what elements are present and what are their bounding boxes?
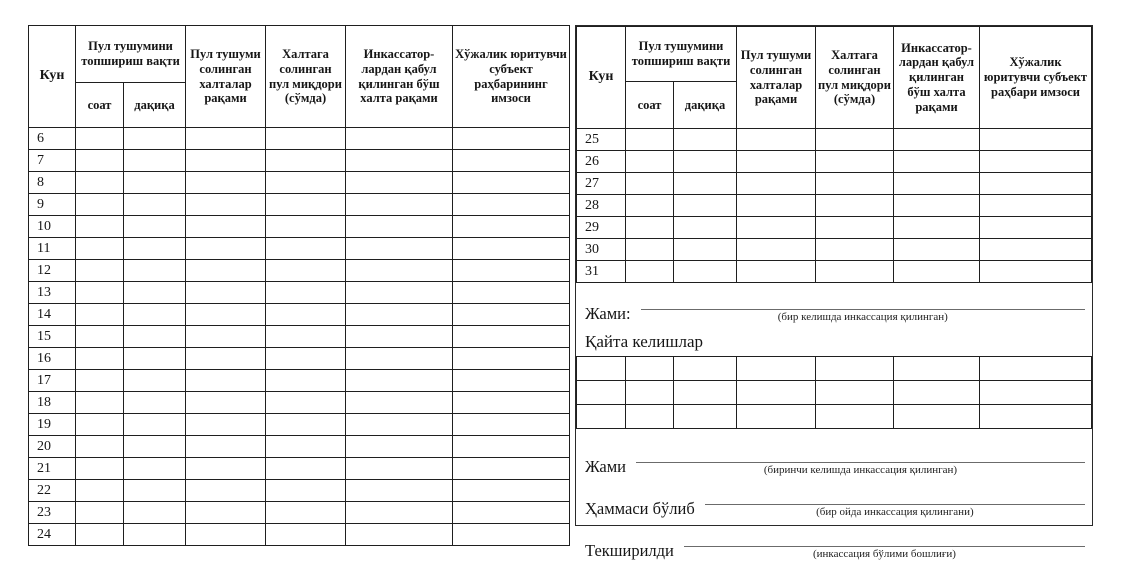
empty-cell	[186, 348, 266, 370]
empty-cell	[816, 357, 894, 381]
right-table-body	[577, 129, 1092, 283]
empty-cell	[124, 150, 186, 172]
empty-cell	[577, 405, 626, 429]
col-header-time-group: Пул тушумини топшириш вақти	[626, 27, 737, 82]
empty-cell	[737, 217, 816, 239]
empty-cell	[453, 304, 570, 326]
empty-cell	[266, 458, 346, 480]
summary-month-total	[576, 484, 1092, 519]
empty-cell	[124, 194, 186, 216]
empty-cell	[346, 524, 453, 546]
table-row	[577, 173, 1092, 195]
day-cell: 15	[29, 326, 76, 348]
summary-checked-label: Текширилди	[585, 541, 674, 560]
empty-cell	[346, 260, 453, 282]
empty-cell	[816, 381, 894, 405]
empty-cell	[453, 172, 570, 194]
col-header-empty-bag: Инкассатор-лардан қабул қилинган бўш халта рақами	[346, 26, 453, 128]
table-row	[29, 436, 570, 458]
empty-cell	[346, 194, 453, 216]
empty-cell	[266, 172, 346, 194]
day-cell: 28	[577, 195, 626, 217]
summary-checked-caption: (инкассация бўлими бошлиғи)	[812, 548, 956, 560]
empty-cell	[124, 392, 186, 414]
empty-cell	[980, 261, 1092, 283]
empty-cell	[346, 436, 453, 458]
summary-month-total-label: Ҳаммаси бўлиб	[585, 499, 695, 518]
table-row	[577, 239, 1092, 261]
summary-revisit-total-label: Жами	[585, 457, 626, 476]
empty-cell	[124, 326, 186, 348]
empty-cell	[737, 381, 816, 405]
day-cell: 21	[29, 458, 76, 480]
empty-cell	[674, 261, 737, 283]
empty-cell	[124, 172, 186, 194]
empty-cell	[737, 405, 816, 429]
empty-cell	[124, 238, 186, 260]
day-cell: 17	[29, 370, 76, 392]
empty-cell	[124, 502, 186, 524]
day-cell: 11	[29, 238, 76, 260]
empty-cell	[186, 414, 266, 436]
day-cell: 19	[29, 414, 76, 436]
empty-cell	[816, 261, 894, 283]
empty-cell	[980, 239, 1092, 261]
empty-cell	[266, 524, 346, 546]
empty-cell	[980, 217, 1092, 239]
summary-total-first-label: Жами:	[585, 304, 631, 323]
empty-cell	[453, 150, 570, 172]
empty-cell	[186, 216, 266, 238]
days-table-right	[576, 26, 1092, 283]
empty-cell	[124, 458, 186, 480]
empty-cell	[453, 238, 570, 260]
empty-cell	[980, 129, 1092, 151]
empty-cell	[453, 260, 570, 282]
summary-revisit-total-caption: (биринчи келишда инкассация қилинган)	[763, 464, 958, 476]
col-header-signature: Хўжалик юритувчи субъект раҳбарининг имзоси	[453, 26, 570, 128]
day-cell: 23	[29, 502, 76, 524]
col-header-bag-number: Пул тушуми солинган халталар рақами	[186, 26, 266, 128]
grid-row	[577, 405, 1092, 429]
day-cell: 16	[29, 348, 76, 370]
empty-cell	[266, 194, 346, 216]
col-header-empty-bag: Инкассатор-лардан қабул қилинган бўш халта рақами	[894, 27, 980, 129]
empty-cell	[894, 357, 980, 381]
table-row	[29, 414, 570, 436]
empty-cell	[980, 173, 1092, 195]
empty-cell	[76, 216, 124, 238]
table-row	[29, 216, 570, 238]
empty-cell	[894, 217, 980, 239]
empty-cell	[453, 128, 570, 150]
empty-cell	[626, 261, 674, 283]
empty-cell	[186, 194, 266, 216]
empty-cell	[626, 195, 674, 217]
empty-cell	[626, 405, 674, 429]
col-header-time-group: Пул тушумини топшириш вақти	[76, 26, 186, 83]
day-cell: 6	[29, 128, 76, 150]
empty-cell	[346, 128, 453, 150]
empty-cell	[76, 370, 124, 392]
empty-cell	[186, 304, 266, 326]
empty-cell	[124, 370, 186, 392]
empty-cell	[124, 480, 186, 502]
revisits-grid-body	[577, 357, 1092, 429]
left-table-body	[29, 128, 570, 546]
summary-month-total-caption: (бир ойда инкассация қилингани)	[816, 506, 974, 518]
empty-cell	[453, 502, 570, 524]
day-cell: 14	[29, 304, 76, 326]
empty-cell	[737, 357, 816, 381]
empty-cell	[266, 216, 346, 238]
empty-cell	[76, 282, 124, 304]
day-cell: 29	[577, 217, 626, 239]
empty-cell	[626, 173, 674, 195]
right-table-header	[577, 27, 1092, 129]
empty-cell	[124, 436, 186, 458]
empty-cell	[346, 282, 453, 304]
empty-cell	[186, 172, 266, 194]
table-row	[29, 128, 570, 150]
empty-cell	[346, 348, 453, 370]
empty-cell	[76, 458, 124, 480]
summary-checked	[576, 526, 1092, 561]
empty-cell	[626, 381, 674, 405]
table-row	[577, 151, 1092, 173]
empty-cell	[453, 194, 570, 216]
empty-cell	[266, 282, 346, 304]
empty-cell	[76, 414, 124, 436]
empty-cell	[816, 129, 894, 151]
empty-cell	[980, 357, 1092, 381]
empty-cell	[186, 480, 266, 502]
empty-cell	[674, 405, 737, 429]
table-row	[577, 129, 1092, 151]
empty-cell	[346, 458, 453, 480]
empty-cell	[266, 260, 346, 282]
summary-total-first	[576, 289, 1092, 324]
empty-cell	[346, 392, 453, 414]
empty-cell	[453, 392, 570, 414]
empty-cell	[453, 480, 570, 502]
empty-cell	[266, 238, 346, 260]
empty-cell	[186, 502, 266, 524]
empty-cell	[76, 128, 124, 150]
table-row	[29, 458, 570, 480]
days-table-left	[28, 25, 570, 546]
table-row	[29, 524, 570, 546]
summary-total-first-caption: (бир келишда инкассация қилинган)	[777, 311, 948, 323]
empty-cell	[894, 151, 980, 173]
table-row	[577, 261, 1092, 283]
empty-cell	[453, 414, 570, 436]
empty-cell	[76, 304, 124, 326]
empty-cell	[674, 151, 737, 173]
day-cell: 7	[29, 150, 76, 172]
summary-month-total-blank-line	[705, 484, 1085, 505]
empty-cell	[124, 128, 186, 150]
right-section	[575, 25, 1093, 560]
day-cell: 22	[29, 480, 76, 502]
empty-cell	[186, 392, 266, 414]
empty-cell	[737, 195, 816, 217]
table-row	[29, 370, 570, 392]
summary-total-first-blank-line	[641, 289, 1085, 310]
empty-cell	[894, 239, 980, 261]
day-cell: 13	[29, 282, 76, 304]
empty-cell	[76, 502, 124, 524]
day-cell: 18	[29, 392, 76, 414]
empty-cell	[124, 260, 186, 282]
empty-cell	[816, 217, 894, 239]
empty-cell	[76, 238, 124, 260]
table-row	[29, 238, 570, 260]
empty-cell	[76, 392, 124, 414]
day-cell: 30	[577, 239, 626, 261]
empty-cell	[76, 524, 124, 546]
empty-cell	[346, 172, 453, 194]
empty-cell	[737, 151, 816, 173]
empty-cell	[816, 239, 894, 261]
empty-cell	[76, 260, 124, 282]
empty-cell	[577, 357, 626, 381]
day-cell: 31	[577, 261, 626, 283]
empty-cell	[346, 502, 453, 524]
empty-cell	[674, 357, 737, 381]
empty-cell	[76, 150, 124, 172]
empty-cell	[76, 436, 124, 458]
empty-cell	[980, 195, 1092, 217]
empty-cell	[266, 150, 346, 172]
empty-cell	[737, 173, 816, 195]
empty-cell	[626, 151, 674, 173]
col-header-amount: Халтага солинган пул миқдори (сўмда)	[816, 27, 894, 129]
day-cell: 9	[29, 194, 76, 216]
empty-cell	[453, 326, 570, 348]
day-cell: 12	[29, 260, 76, 282]
table-row	[29, 502, 570, 524]
col-header-bag-number: Пул тушуми солинган халталар рақами	[737, 27, 816, 129]
empty-cell	[346, 370, 453, 392]
empty-cell	[737, 239, 816, 261]
col-header-hour: соат	[626, 82, 674, 129]
day-cell: 25	[577, 129, 626, 151]
empty-cell	[266, 348, 346, 370]
table-row	[29, 304, 570, 326]
table-row	[29, 260, 570, 282]
empty-cell	[346, 414, 453, 436]
empty-cell	[453, 348, 570, 370]
table-row	[29, 480, 570, 502]
empty-cell	[76, 348, 124, 370]
empty-cell	[453, 524, 570, 546]
empty-cell	[894, 195, 980, 217]
empty-cell	[124, 524, 186, 546]
col-header-day: Кун	[29, 26, 76, 128]
empty-cell	[186, 150, 266, 172]
empty-cell	[626, 217, 674, 239]
empty-cell	[737, 129, 816, 151]
empty-cell	[626, 239, 674, 261]
empty-cell	[626, 357, 674, 381]
empty-cell	[980, 405, 1092, 429]
col-header-day: Кун	[577, 27, 626, 129]
col-header-hour: соат	[76, 83, 124, 128]
empty-cell	[346, 326, 453, 348]
table-row	[29, 392, 570, 414]
empty-cell	[980, 381, 1092, 405]
empty-cell	[266, 304, 346, 326]
empty-cell	[266, 370, 346, 392]
empty-cell	[186, 458, 266, 480]
empty-cell	[453, 436, 570, 458]
table-row	[29, 348, 570, 370]
empty-cell	[346, 238, 453, 260]
empty-cell	[266, 436, 346, 458]
table-row	[29, 194, 570, 216]
empty-cell	[816, 195, 894, 217]
revisits-heading: Қайта келишлар	[585, 332, 703, 351]
day-cell: 8	[29, 172, 76, 194]
empty-cell	[266, 128, 346, 150]
day-cell: 26	[577, 151, 626, 173]
empty-cell	[186, 326, 266, 348]
empty-cell	[737, 261, 816, 283]
empty-cell	[346, 480, 453, 502]
empty-cell	[76, 326, 124, 348]
empty-cell	[124, 282, 186, 304]
empty-cell	[266, 502, 346, 524]
empty-cell	[186, 282, 266, 304]
summary-revisit-total-blank-line	[636, 442, 1085, 463]
empty-cell	[124, 304, 186, 326]
table-row	[577, 195, 1092, 217]
empty-cell	[894, 173, 980, 195]
empty-cell	[674, 217, 737, 239]
revisits-grid	[576, 356, 1092, 429]
empty-cell	[980, 151, 1092, 173]
empty-cell	[816, 405, 894, 429]
table-row	[577, 217, 1092, 239]
empty-cell	[674, 195, 737, 217]
empty-cell	[453, 282, 570, 304]
empty-cell	[453, 370, 570, 392]
empty-cell	[453, 216, 570, 238]
empty-cell	[186, 260, 266, 282]
day-cell: 27	[577, 173, 626, 195]
empty-cell	[674, 129, 737, 151]
empty-cell	[186, 370, 266, 392]
grid-row	[577, 381, 1092, 405]
empty-cell	[674, 381, 737, 405]
empty-cell	[346, 304, 453, 326]
empty-cell	[266, 480, 346, 502]
empty-cell	[674, 239, 737, 261]
empty-cell	[894, 261, 980, 283]
table-row	[29, 282, 570, 304]
empty-cell	[186, 128, 266, 150]
empty-cell	[626, 129, 674, 151]
table-row	[29, 150, 570, 172]
empty-cell	[76, 480, 124, 502]
empty-cell	[266, 414, 346, 436]
table-row	[29, 326, 570, 348]
empty-cell	[894, 129, 980, 151]
col-header-minute: дақиқа	[674, 82, 737, 129]
empty-cell	[266, 392, 346, 414]
empty-cell	[346, 216, 453, 238]
grid-row	[577, 357, 1092, 381]
col-header-amount: Халтага солинган пул миқдори (сўмда)	[266, 26, 346, 128]
empty-cell	[346, 150, 453, 172]
summary-revisit-total	[576, 442, 1092, 477]
col-header-minute: дақиқа	[124, 83, 186, 128]
empty-cell	[186, 524, 266, 546]
col-header-signature: Хўжалик юритувчи субъект раҳбари имзоси	[980, 27, 1092, 129]
empty-cell	[186, 238, 266, 260]
empty-cell	[124, 216, 186, 238]
empty-cell	[894, 381, 980, 405]
empty-cell	[453, 458, 570, 480]
empty-cell	[76, 172, 124, 194]
empty-cell	[577, 381, 626, 405]
empty-cell	[124, 348, 186, 370]
table-row	[29, 172, 570, 194]
day-cell: 10	[29, 216, 76, 238]
empty-cell	[816, 151, 894, 173]
empty-cell	[674, 173, 737, 195]
empty-cell	[124, 414, 186, 436]
day-cell: 24	[29, 524, 76, 546]
empty-cell	[816, 173, 894, 195]
empty-cell	[76, 194, 124, 216]
empty-cell	[894, 405, 980, 429]
left-table-header	[29, 26, 570, 128]
summary-checked-blank-line	[684, 526, 1085, 547]
day-cell: 20	[29, 436, 76, 458]
empty-cell	[186, 436, 266, 458]
empty-cell	[266, 326, 346, 348]
